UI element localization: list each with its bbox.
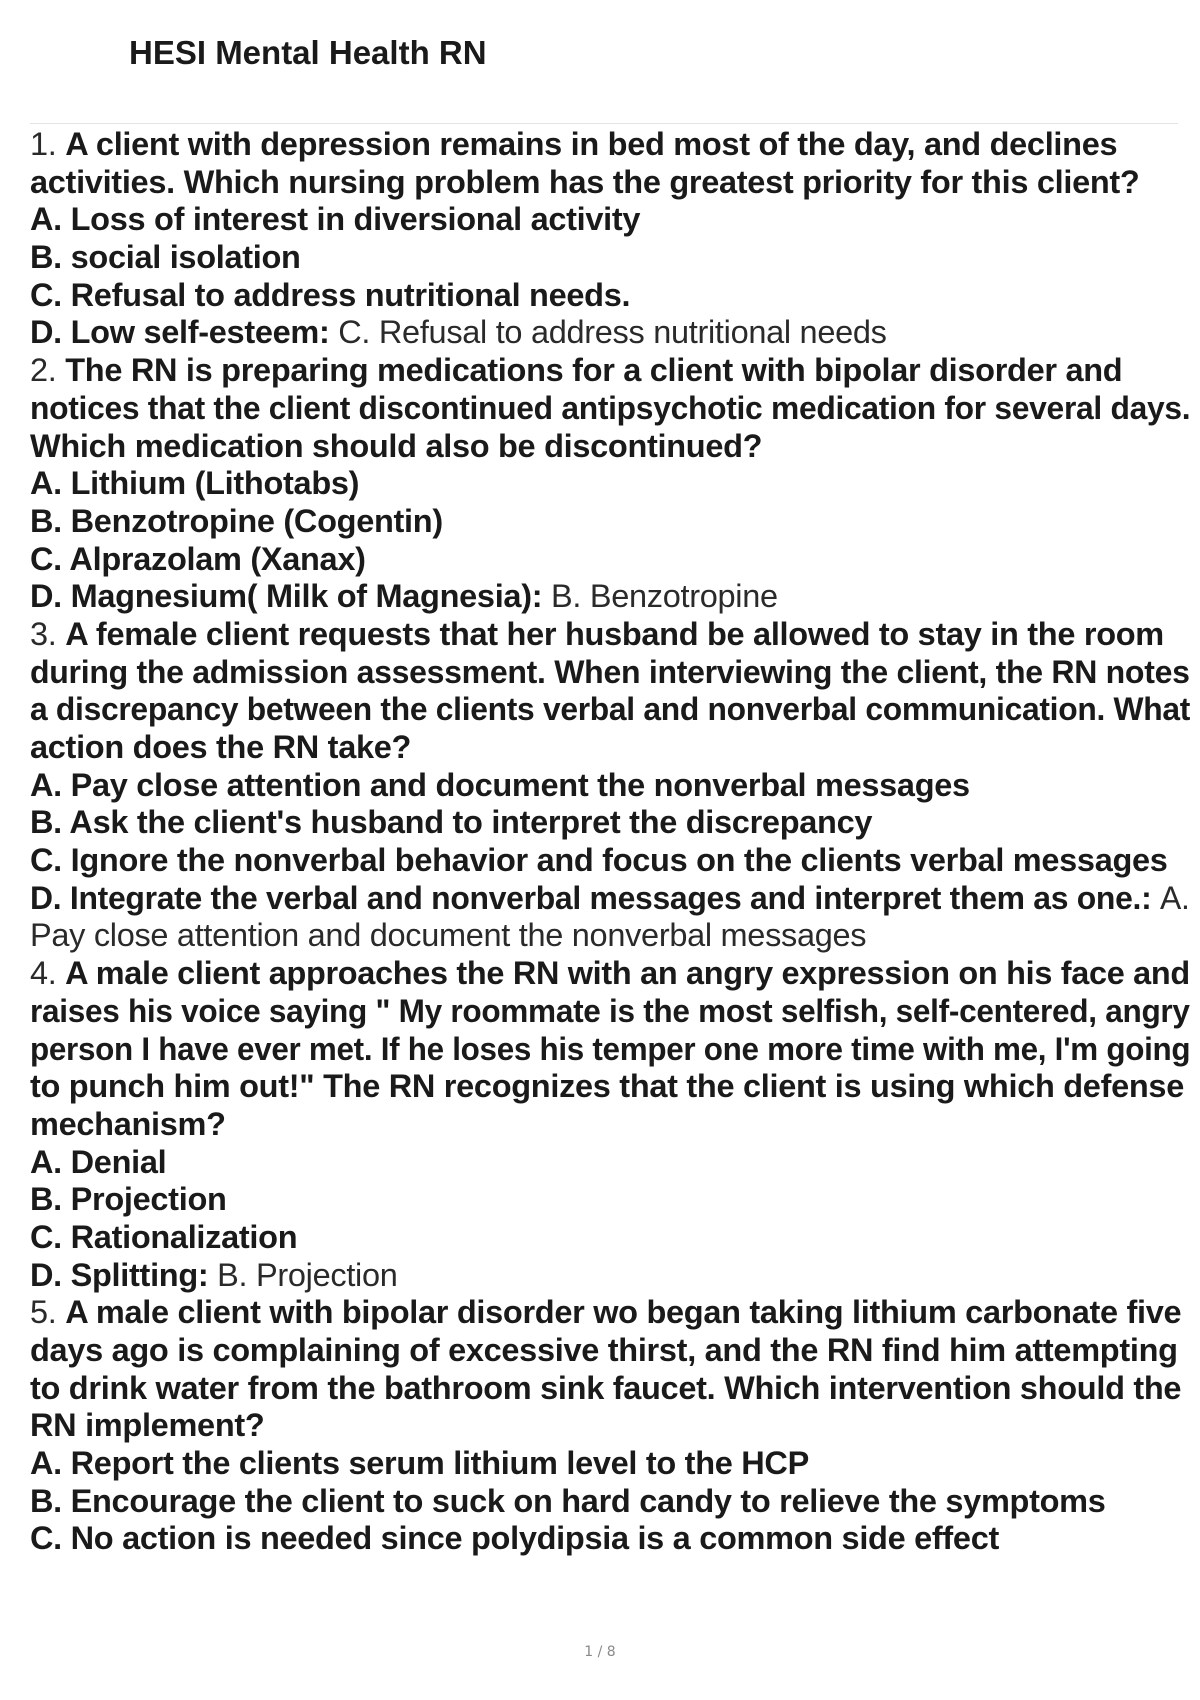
text-line — [30, 804, 1190, 842]
page-indicator: 1 / 8 — [584, 1644, 616, 1660]
question-text: to punch him out!" The RN recognizes that the client is using which defense — [30, 1068, 1184, 1105]
question-text: A male client with bipolar disorder wo began taking lithium carbonate five — [65, 1294, 1182, 1331]
header-divider — [30, 123, 1178, 124]
text-line — [30, 691, 1191, 729]
question-text: RN implement? — [30, 1407, 265, 1444]
text-line — [30, 239, 1190, 277]
text-line — [30, 541, 1190, 579]
text-line — [30, 1520, 1190, 1558]
text-line — [30, 879, 1190, 918]
text-line — [30, 465, 1190, 503]
question-text: days ago is complaining of excessive thirst, and the RN find him attempting — [30, 1332, 1178, 1368]
question-text: action does the RN take? — [30, 729, 412, 765]
question-text: A. Denial — [30, 1143, 167, 1180]
text-line — [30, 503, 1190, 541]
question-text: notices that the client discontinued antipsychotic medication for several days. — [30, 389, 1191, 426]
text-line — [30, 1219, 1190, 1257]
text-line — [30, 767, 1190, 805]
question-text: person I have ever met. If he loses his temper one more time with me, I'm going — [30, 1030, 1191, 1067]
text-line — [30, 201, 1190, 239]
answer-text: 2. — [30, 352, 66, 389]
question-text: A. Pay close attention and document the nonverbal messages — [30, 766, 970, 803]
answer-text: 5. — [30, 1294, 66, 1331]
text-line — [30, 1483, 1190, 1521]
text-line — [30, 389, 1191, 428]
text-line — [30, 1294, 1190, 1332]
question-text: B. Ask the client's husband to interpret the discrepancy — [30, 804, 873, 841]
question-text: B. social isolation — [30, 239, 301, 276]
question-text: B. Projection — [30, 1181, 227, 1218]
text-line — [30, 1370, 1190, 1408]
text-line — [30, 314, 1190, 352]
document-title: HESI Mental Health RN — [129, 34, 487, 71]
question-text: raises his voice saying " My roommate is the most selfish, self-centered, angry — [30, 992, 1190, 1029]
question-text: C. Rationalization — [30, 1218, 298, 1255]
question-text: A female client requests that her husband be allowed to stay in the room — [65, 615, 1164, 652]
text-line — [30, 842, 1190, 880]
text-line — [30, 653, 1190, 692]
answer-text: C. Refusal to address nutritional needs — [338, 314, 887, 351]
question-text: C. Alprazolam (Xanax) — [30, 540, 366, 577]
answer-text: B. Projection — [217, 1256, 398, 1293]
question-text: A. Lithium (Lithotabs) — [30, 465, 360, 502]
question-text: B. Encourage the client to suck on hard candy to relieve the symptoms — [30, 1482, 1106, 1519]
question-text: D. Splitting: — [30, 1256, 218, 1293]
text-line — [30, 917, 1190, 955]
text-line — [30, 1257, 1190, 1295]
question-text: B. Benzotropine (Cogentin) — [30, 502, 443, 539]
answer-text: B. Benzotropine — [551, 578, 778, 615]
question-text: to drink water from the bathroom sink faucet. Which intervention should the — [30, 1369, 1182, 1406]
text-line — [30, 616, 1190, 654]
question-text: A. Report the clients serum lithium level to the HCP — [30, 1445, 809, 1482]
question-text: D. Magnesium( Milk of Magnesia): — [30, 578, 551, 615]
text-line — [30, 729, 1190, 767]
question-text: C. Ignore the nonverbal behavior and focus on the clients verbal messages — [30, 842, 1168, 879]
answer-text: 4. — [30, 955, 66, 992]
text-line — [30, 1030, 1191, 1069]
text-line — [30, 428, 1190, 466]
question-text: during the admission assessment. When interviewing the client, the RN notes — [30, 653, 1190, 690]
text-line — [30, 1407, 1190, 1445]
text-line — [30, 992, 1190, 1031]
text-line — [30, 1181, 1190, 1219]
question-text: a discrepancy between the clients verbal and nonverbal communication. What — [30, 691, 1191, 728]
text-line — [30, 1106, 1190, 1144]
document-body — [30, 126, 1190, 1558]
text-line — [30, 578, 1190, 616]
text-line — [30, 1332, 1190, 1370]
question-text: C. No action is needed since polydipsia is a common side effect — [30, 1520, 1000, 1557]
text-line — [30, 164, 1190, 202]
answer-text: 1. — [30, 126, 66, 162]
question-text: D. Integrate the verbal and nonverbal messages and interpret them as one.: — [30, 879, 1161, 916]
answer-text: A. — [1160, 879, 1190, 916]
text-line — [30, 126, 1190, 164]
question-text: A. Loss of interest in diversional activity — [30, 201, 641, 238]
question-text: Which medication should also be discontinued? — [30, 427, 763, 464]
text-line — [30, 1445, 1190, 1483]
question-text: mechanism? — [30, 1105, 226, 1142]
answer-text: 3. — [30, 615, 66, 652]
text-line — [30, 352, 1190, 390]
question-text: The RN is preparing medications for a client with bipolar disorder and — [65, 352, 1123, 389]
text-line — [30, 1068, 1190, 1106]
text-line — [30, 1144, 1190, 1182]
question-text: A client with depression remains in bed most of the day, and declines — [65, 126, 1118, 162]
text-line — [30, 277, 1190, 315]
question-text: A male client approaches the RN with an angry expression on his face and — [65, 955, 1190, 992]
question-text: activities. Which nursing problem has the greatest priority for this client? — [30, 163, 1140, 200]
question-text: D. Low self-esteem: — [30, 314, 339, 351]
answer-text: Pay close attention and document the nonverbal messages — [30, 917, 867, 954]
text-line — [30, 955, 1190, 993]
question-text: C. Refusal to address nutritional needs. — [30, 276, 631, 313]
